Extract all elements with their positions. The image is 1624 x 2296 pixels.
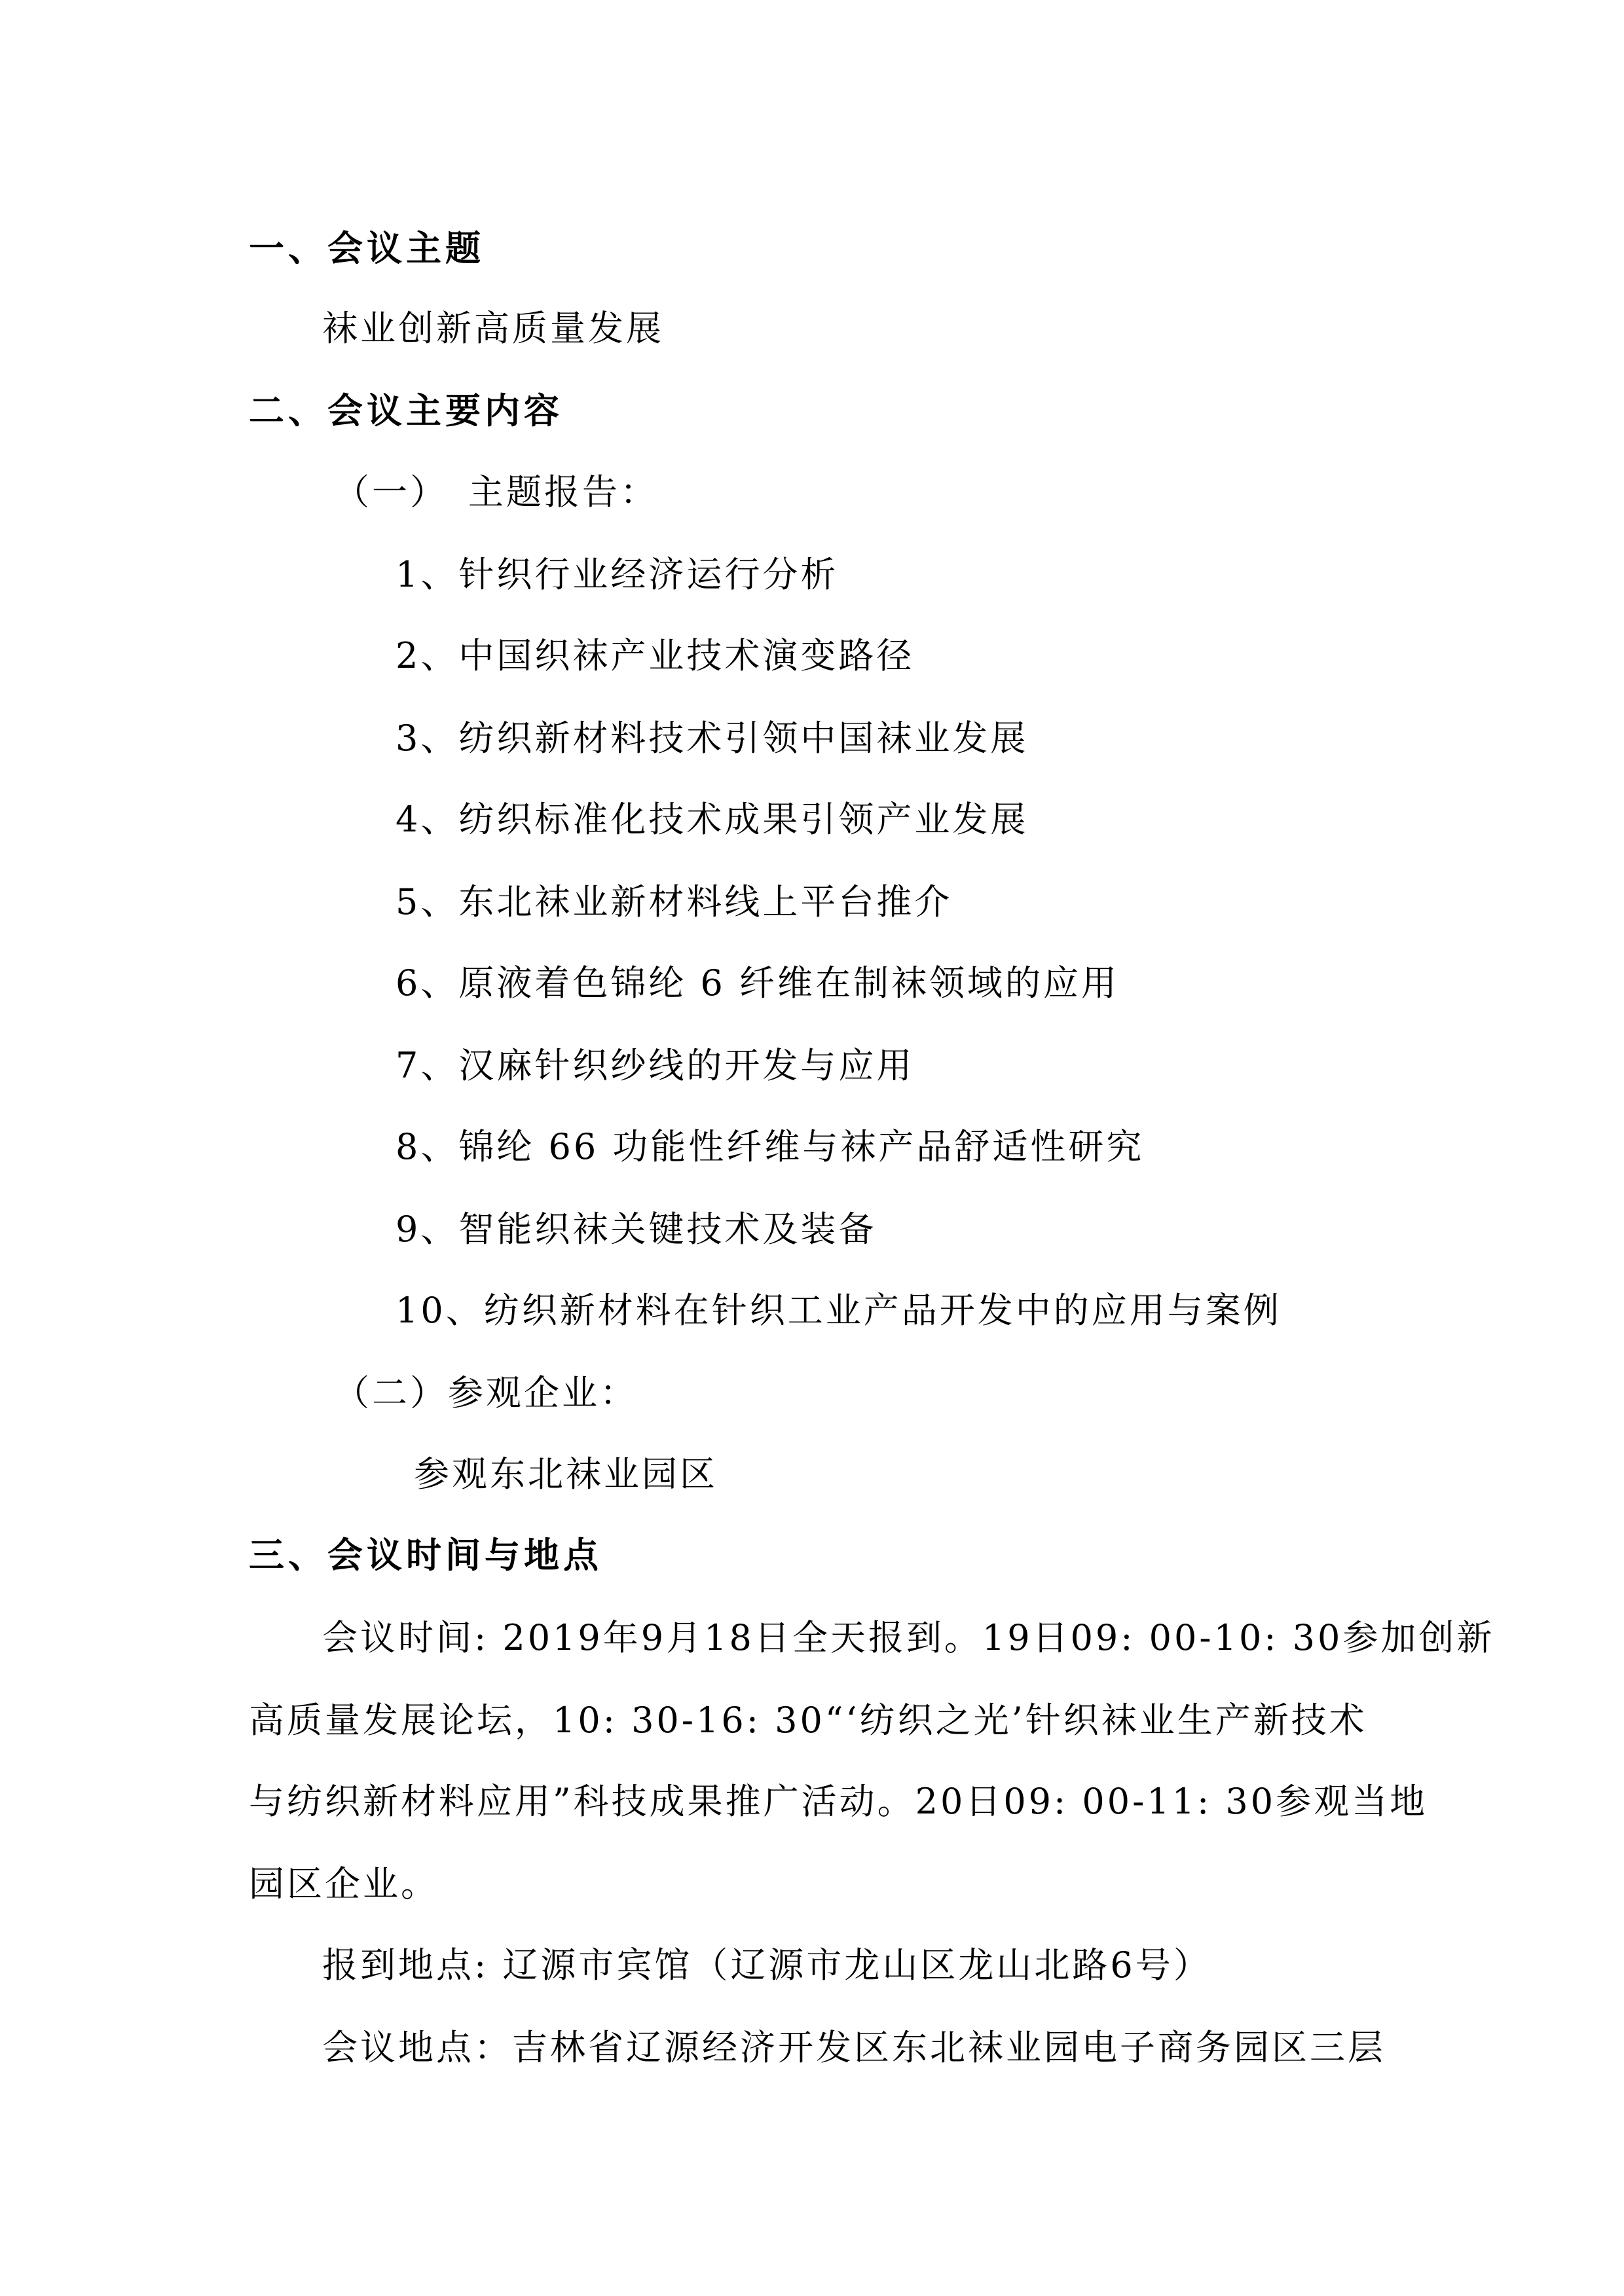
report-item: 10、纺织新材料在针织工业产品开发中的应用与案例 [396,1290,1282,1331]
section-heading-1: 一、会议主题 [249,228,485,269]
report-item: 9、智能织袜关键技术及装备 [396,1209,877,1250]
registration-location: 报到地点: 辽源市宾馆（辽源市龙山区龙山北路6号） [322,1944,1211,1986]
report-item: 2、中国织袜产业技术演变路径 [396,635,915,676]
subsection-keynote-reports: （一） 主题报告： [334,471,658,513]
section-heading-2: 二、会议主要内容 [249,390,563,431]
report-item: 5、东北袜业新材料线上平台推介 [396,881,953,922]
meeting-time-line: 园区企业。 [249,1863,439,1904]
report-item: 7、汉麻针织纱线的开发与应用 [396,1045,915,1086]
meeting-time-line: 高质量发展论坛，10: 30-16: 30“‘纺织之光’针织袜业生产新技术 [249,1700,1367,1741]
section-heading-3: 三、会议时间与地点 [249,1535,602,1576]
meeting-venue: 会议地点：吉林省辽源经济开发区东北袜业园电子商务园区三层 [322,2027,1386,2068]
meeting-time-line: 会议时间: 2019年9月18日全天报到。19日09: 00-10: 30参加创新 [322,1617,1495,1658]
site-visit-text: 参观东北袜业园区 [414,1453,718,1495]
report-item: 3、纺织新材料技术引领中国袜业发展 [396,718,1029,759]
meeting-time-line: 与纺织新材料应用”科技成果推广活动。20日09: 00-11: 30参观当地 [249,1781,1428,1822]
report-item: 6、原液着色锦纶 6 纤维在制袜领域的应用 [396,962,1120,1004]
meeting-theme-text: 袜业创新高质量发展 [322,308,664,349]
report-item: 4、纺织标准化技术成果引领产业发展 [396,799,1029,840]
report-item: 8、锦纶 66 功能性纤维与袜产品舒适性研究 [396,1126,1145,1167]
subsection-site-visit: （二）参观企业： [334,1372,638,1413]
report-item: 1、针织行业经济运行分析 [396,554,839,595]
